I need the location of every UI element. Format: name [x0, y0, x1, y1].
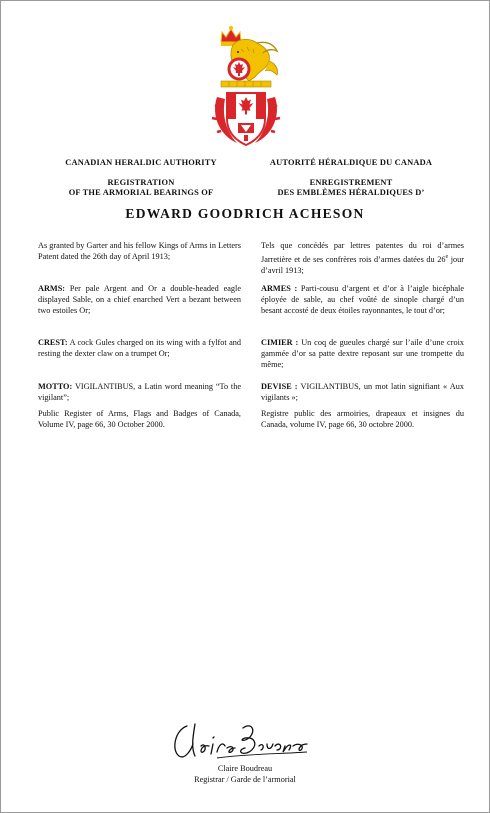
grant-text-fr: Tels que concédés par lettres patentes du roi d’armes Jarretière et de ses confrères rois d’armes datées du 26 — [261, 241, 464, 264]
register-paragraph-fr: Registre public des armoiries, drapeaux et insignes du Canada, volume IV, page 66, 30 octobre 2000. — [261, 409, 464, 429]
authority-title-en: CANADIAN HERALDIC AUTHORITY — [65, 158, 217, 167]
maple-leaf-roundel-icon — [229, 59, 249, 79]
grant-text-fr-end: jour d’avril 1913; — [261, 254, 464, 275]
arms-text-en: Per pale Argent and Or a double-headed eagle displayed Sable, on a chief enarched Vert a bezant between two estoiles Or; — [38, 284, 241, 315]
signatory-block — [1, 764, 489, 785]
heraldic-authority-emblem — [207, 23, 285, 153]
motto-paragraph-fr — [261, 382, 464, 404]
motto-text-en: VIGILANTIBUS, a Latin word meaning “To the vigilant”; — [38, 382, 242, 402]
french-header — [251, 158, 451, 199]
handwritten-signature — [161, 716, 311, 764]
arms-paragraph-en — [38, 284, 241, 317]
signatory-name: Claire Boudreau — [217, 764, 273, 773]
arms-paragraph-fr — [261, 284, 464, 317]
crest-text-fr: Un coq de gueules chargé sur l’aile d’une croix gammée d’or sa patte dextre reposant sur une trompette du même; — [261, 338, 464, 369]
shield-icon — [227, 93, 265, 145]
crest-label-en: CREST: — [38, 338, 68, 347]
motto-label-en: MOTTO: — [38, 382, 73, 391]
register-paragraph-en: Public Register of Arms, Flags and Badges of Canada, Volume IV, page 66, 30 October 2000. — [38, 409, 241, 429]
registration-title-en: REGISTRATION — [107, 177, 175, 187]
crest-text-en: A cock Gules charged on its wing with a fylfot and resting the dexter claw on a trumpet Or; — [38, 338, 241, 358]
recipient-name: EDWARD GOODRICH ACHESON — [125, 206, 365, 221]
grant-ordinal-fr: e — [445, 253, 449, 260]
crest-label-fr: CIMIER : — [261, 338, 299, 347]
authority-title-fr: AUTORITÉ HÉRALDIQUE DU CANADA — [269, 158, 433, 167]
crest-paragraph-fr — [261, 338, 464, 371]
motto-label-fr: DEVISE : — [261, 382, 298, 391]
bearings-title-en: OF THE ARMORIAL BEARINGS OF — [68, 188, 214, 197]
grant-paragraph-en: As granted by Garter and his fellow Kings of Arms in Letters Patent dated the 26th day of April 1913; — [38, 241, 241, 261]
registration-title-fr: ENREGISTREMENT — [309, 177, 393, 187]
crest-paragraph-en — [38, 338, 241, 360]
motto-paragraph-en — [38, 382, 241, 404]
signatory-title: Registrar / Garde de l’armorial — [194, 774, 296, 784]
english-header — [41, 158, 241, 199]
motto-text-fr: VIGILANTIBUS, un mot latin signifiant « Aux vigilants »; — [261, 382, 464, 402]
bearings-title-fr: DES EMBLÈMES HÉRALDIQUES D’ — [277, 188, 425, 197]
arms-label-en: ARMS: — [38, 284, 66, 293]
arms-text-fr: Parti-cousu d’argent et d’or à l’aigle bicéphale éployée de sable, au chef voûté de sinople chargé d’un besant accosté de deux étoiles rayonnantes, le tout d’or; — [261, 284, 464, 315]
arms-label-fr: ARMES : — [261, 284, 298, 293]
grant-paragraph-fr — [261, 241, 464, 276]
